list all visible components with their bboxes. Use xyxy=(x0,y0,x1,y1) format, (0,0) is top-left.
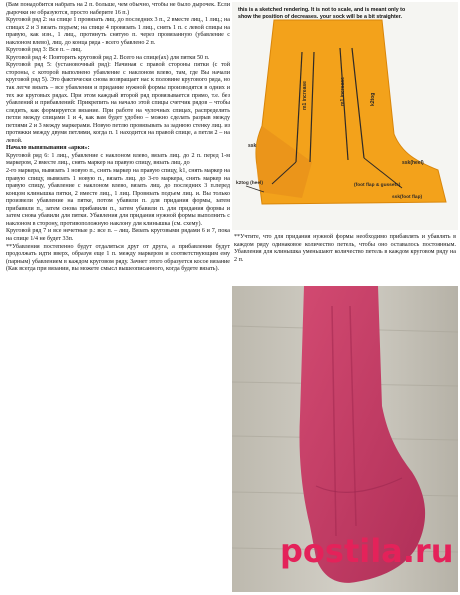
instruction-paragraph: 2-го маркера, вывязать 1 новую п., снять маркер на правую спицу, k1, снять маркер на правую спицу, вывязать 1 новую п., вязать лиц. до 3-го маркера, снять маркер на правую спицу, убавление с наклоном влево, вязать лиц. до последних 3 п.перед концом клинышка пятки, 2 вместе лиц., 1 лиц. Провязать подъем лиц. и. Вы только произвели убавление на пятке, потом убавили п. для придания формы, затем прибавили п., затем снова прибавили п., затем убавили п. для придания формы и затем снова убавили для пятки. Убавления для придания нужной формы выполнить с наклоном в сторону, противоположную наклону для клинышка (см. схему). xyxy=(6,168,230,227)
label-ssk-heel: ssk(heel) xyxy=(402,160,424,166)
instruction-paragraph: **Убавления постепенно будут отдаляться друг от друга, а прибавления будут продолжать идти вверх, образуя еще 1 п. между маркером и соответствующим ему (парным) убавлением в каждом круговом ряду. Зачнет этого образуется косое вязание (Как всегда при вязании, вы можете смысл вышеописанного, когда будете вязать). xyxy=(6,243,230,273)
postila-watermark: postila.ru xyxy=(280,532,454,570)
instruction-paragraph: (Вам понадобится набрать на 2 п. больше, чем обычно, чтобы не было дырочек. Если дырочки не образуются, просто наберите 16 п.) xyxy=(6,2,230,16)
sock-diagram-svg xyxy=(232,2,458,230)
sock-heel-diagram xyxy=(232,2,458,230)
instruction-paragraph: Круговой ряд 7 и все нечетные р.: все п. – лиц. Вязать круговыми рядами 6 и 7, пока на спице 1/4 не будет 33п. xyxy=(6,228,230,242)
section-heading: Начало вывязывания «арки»: xyxy=(6,145,90,152)
label-k2tog: k2tog xyxy=(370,92,376,106)
instruction-paragraph: Круговой ряд 3: Все п. – лиц. xyxy=(6,47,82,54)
label-m1-left: m1 increase xyxy=(302,81,308,110)
instruction-paragraph: Круговой ряд 6: 1 лиц., убавление с наклоном влево, вязать лиц. до 2 п. перед 1-м маркером, 2 вместе лиц., снять маркер на правую спицу, вязать лиц. до xyxy=(6,152,230,167)
instruction-paragraph: Круговой ряд 2: на спице 1 провязать лиц. до последних 3 п., 2 вместе лиц., 1 лиц.; на спицах 2 и 3 вязать подъем; на спице 4 провязать 1 лиц., снять 1 п. с левой спицы на правую, как изн., 1 лиц., протянуть снятую п. через провязанную (убавление с наклоном влево), лиц. до конца ряда - всего убавлено 2 п. xyxy=(6,17,230,46)
instruction-paragraph: Круговой ряд 5: (установочный ряд): Начиная с правой стороны пятки (с той стороны, с которой выполнено убавление с наклоном влево, там, где Вы начали круговой ряд 5). Это фактически снова возвращает нас к половине кругового ряда, но так легче вязать – все убавления и придание нужной формы производятся в одних и тех же круговых рядах. При этом каждый второй ряд провязывается прямо, т.е. без убавлений и прибавлений: Прикрепить на начало этой спицы счетчик рядов – чтобы следить, как формируется вязание. При работе на чулочных спицах, распределить петли между спицами 1 и 4, как вам будет удобно – можно сделать разрыв между петлями 2 и 3 между маркерами. Новую петлю провязывать за заднюю стенку лиц. из протяжки между двумя петлями, когда п. 1 находится на правой спице, а петля 2 – на левой. xyxy=(6,62,230,144)
shaping-note: **Учтите, что для придания нужной формы необходимо прибавлять и убавлять в каждом ряду одинаковое количество петель, чтобы оно оставалось постоянным. Убавления для клинышка уменьшают количество петель в каждом круговом ряду на 2 п. xyxy=(234,234,456,263)
label-ssk: ssk xyxy=(248,143,257,149)
instruction-paragraph: Круговой ряд 4: Повторить круговой ряд 2. Всего на спице(ах) для пятки 50 п. xyxy=(6,54,210,61)
label-foot-flap-gussets: (foot flap & gussets) xyxy=(354,183,401,188)
diagram-note-line1: this is a sketched rendering. It is not to scale, and is meant only to xyxy=(238,7,406,13)
label-ssk-foot: ssk(foot flap) xyxy=(392,195,423,200)
label-m1-right: m1 increase xyxy=(340,77,346,106)
instructions-column xyxy=(6,2,230,592)
diagram-note-line2: show the position of decreases. your sock will be a bit straighter. xyxy=(238,14,402,20)
label-k2tog-heel: k2tog (heel) xyxy=(236,181,263,186)
